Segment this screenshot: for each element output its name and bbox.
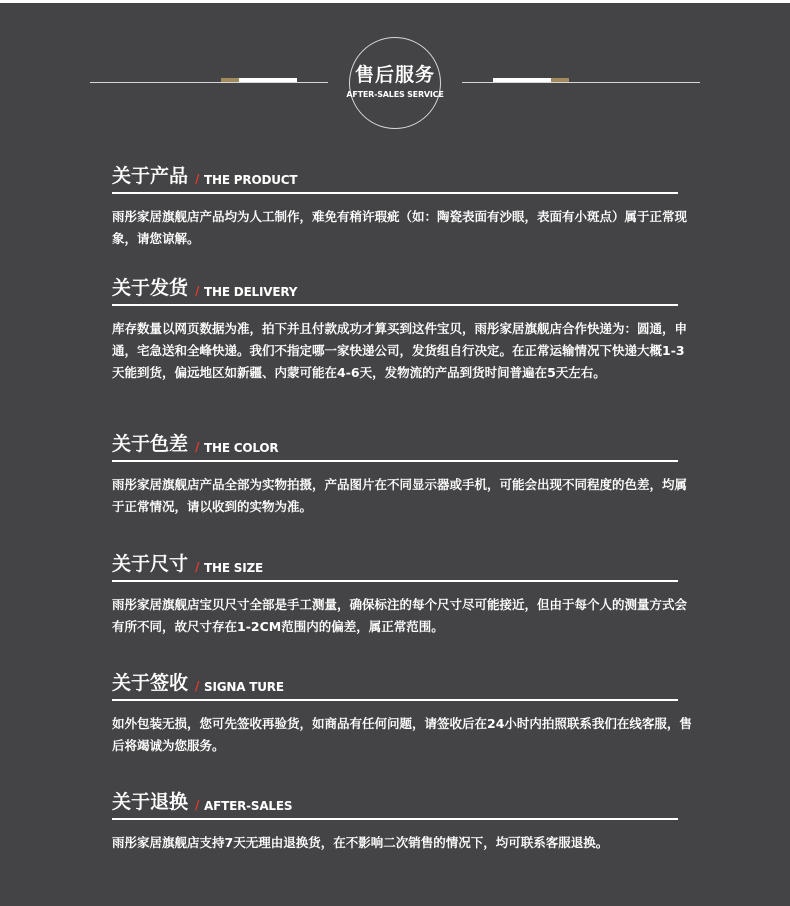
section-size (112, 553, 692, 634)
section-heading (112, 165, 692, 187)
section-english-title: THE PRODUCT (204, 173, 298, 187)
after-sales-header (0, 0, 790, 140)
section-rule (112, 818, 678, 820)
section-after-sales (112, 791, 692, 850)
section-heading (112, 553, 692, 575)
header-accent-left (221, 78, 297, 82)
header-subtitle: AFTER-SALES SERVICE (346, 90, 444, 99)
section-delivery (112, 277, 692, 380)
section-slash: / (195, 284, 200, 298)
accent-white (493, 78, 551, 82)
header-title: 售后服务 (354, 64, 435, 86)
header-line-left (90, 82, 328, 83)
accent-gold (221, 78, 239, 82)
section-heading (112, 791, 692, 813)
section-rule (112, 699, 678, 701)
section-english-title: THE DELIVERY (204, 285, 298, 299)
section-rule (112, 304, 678, 306)
section-english-title: THE SIZE (204, 561, 264, 575)
section-signature (112, 672, 692, 753)
section-english-title: THE COLOR (204, 441, 279, 455)
section-slash: / (195, 172, 200, 186)
section-english-title: AFTER-SALES (204, 799, 293, 813)
section-body: 雨彤家居旗舰店宝贝尺寸全部是手工测量，确保标注的每个尺寸尽可能接近，但由于每个人的测量方式会有所不同，故尺寸存在1-2CM范围内的偏差，属正常范围。 (112, 597, 688, 634)
section-heading (112, 433, 692, 455)
section-title: 关于产品 (112, 165, 189, 187)
section-title: 关于退换 (112, 791, 189, 813)
section-title: 关于发货 (112, 277, 189, 299)
section-heading (112, 277, 692, 299)
accent-white (239, 78, 297, 82)
header-line-right (462, 82, 700, 83)
section-body: 雨彤家居旗舰店产品全部为实物拍摄，产品图片在不同显示器或手机，可能会出现不同程度的色差，均属于正常情况，请以收到的实物为准。 (112, 477, 688, 514)
section-rule (112, 460, 678, 462)
section-slash: / (195, 798, 200, 812)
section-slash: / (195, 440, 200, 454)
section-product (112, 165, 692, 246)
header-accent-right (493, 78, 569, 82)
section-body: 库存数量以网页数据为准，拍下并且付款成功才算买到这件宝贝，雨彤家居旗舰店合作快递为：圆通，申通，宅急送和全峰快递。我们不指定哪一家快递公司，发货组自行决定。在正常运输情况下快递大概1-3天能到货，偏远地区如新疆、内蒙可能在4-6天，发物流的产品到货时间普遍在5天左右。 (112, 321, 688, 380)
section-heading (112, 672, 692, 694)
section-color (112, 433, 692, 514)
section-title: 关于尺寸 (112, 553, 189, 575)
section-body: 雨彤家居旗舰店支持7天无理由退换货，在不影响二次销售的情况下，均可联系客服退换。 (112, 835, 609, 850)
accent-gold (551, 78, 569, 82)
section-title: 关于签收 (112, 672, 189, 694)
section-slash: / (195, 679, 200, 693)
section-title: 关于色差 (112, 433, 189, 455)
section-rule (112, 580, 678, 582)
section-slash: / (195, 560, 200, 574)
section-english-title: SIGNA TURE (204, 680, 284, 694)
section-rule (112, 192, 678, 194)
section-body: 如外包装无损，您可先签收再验货，如商品有任何问题，请签收后在24小时内拍照联系我们在线客服，售后将竭诚为您服务。 (112, 716, 692, 753)
section-body: 雨彤家居旗舰店产品均为人工制作，难免有稍许瑕疵（如：陶瓷表面有沙眼，表面有小斑点）属于正常现象，请您谅解。 (112, 209, 688, 246)
